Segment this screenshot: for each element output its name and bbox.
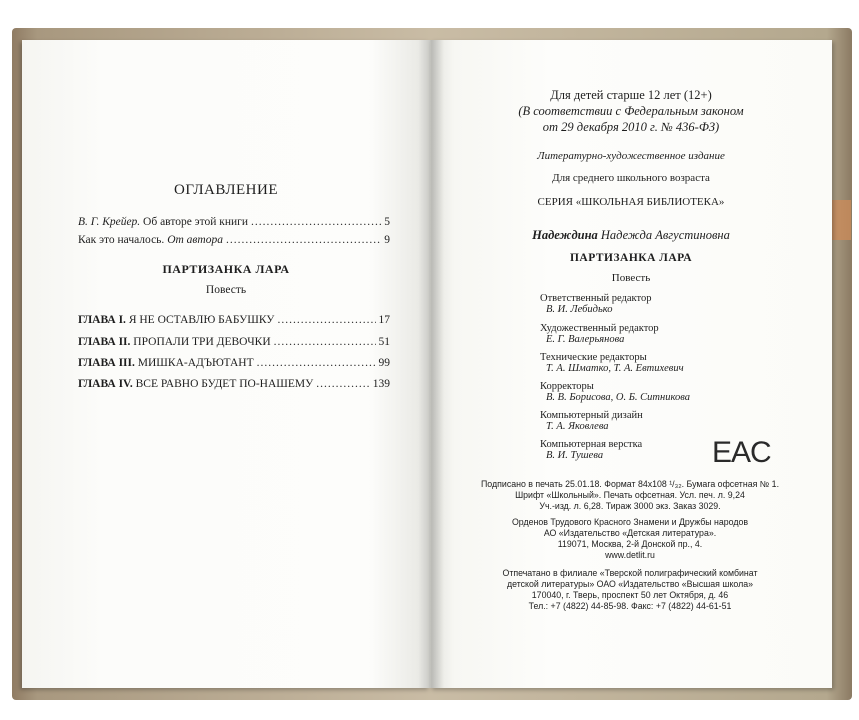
part-subtitle: Повесть (205, 284, 247, 296)
credit-name: Т. А. Яковлева (546, 421, 609, 432)
toc-title: ОГЛАВЛЕНИЕ (174, 182, 278, 198)
chapter-label: ГЛАВА III. (78, 357, 135, 369)
credit-name: В. И. Тушева (546, 450, 604, 461)
print-line: Уч.-изд. л. 6,28. Тираж 3000 экз. Заказ 3029. (539, 500, 721, 511)
book-spine (418, 40, 444, 688)
credit-entry (540, 323, 760, 345)
toc-leader-dots (251, 216, 381, 228)
toc-chapter[interactable] (78, 357, 390, 369)
chapter-title: Я НЕ ОСТАВЛЮ БАБУШКУ (125, 314, 275, 326)
chapter-label: ГЛАВА IV. (78, 378, 133, 390)
author-surname: Надеждина (532, 228, 598, 242)
eac-mark-icon: EAC (712, 436, 771, 469)
printer-line: Тел.: +7 (4822) 44-85-98. Факс: +7 (4822) 44-61-51 (528, 600, 732, 611)
part-title: ПАРТИЗАНКА ЛАРА (162, 262, 290, 276)
toc-entry[interactable] (78, 234, 390, 246)
toc-chapter[interactable] (78, 314, 390, 326)
age-rating: Для детей старше 12 лет (12+) (550, 88, 712, 102)
printer-line: Отпечатано в филиале «Тверской полиграфический комбинат (502, 568, 758, 578)
credit-role: Компьютерная верстка (540, 439, 643, 450)
printer-line: детской литературы» ОАО «Издательство «Высшая школа» (506, 578, 754, 589)
credit-name: В. В. Борисова, О. Б. Ситникова (546, 392, 690, 403)
publisher-details (460, 517, 800, 561)
print-line: Шрифт «Школьный». Печать офсетная. Усл. печ. л. 9,24 (515, 489, 745, 500)
series-line: СЕРИЯ «ШКОЛЬНАЯ БИБЛИОТЕКА» (537, 196, 725, 208)
chapter-page: 51 (378, 336, 390, 348)
chapter-label: ГЛАВА I. (78, 314, 126, 326)
credit-entry (540, 381, 760, 403)
chapter-title: ПРОПАЛИ ТРИ ДЕВОЧКИ (130, 336, 271, 348)
toc-chapter[interactable] (78, 336, 390, 348)
publisher-line: 119071, Москва, 2-й Донской пр., 4. (557, 538, 703, 549)
author-given: Надежда Августиновна (597, 228, 730, 242)
chapter-page: 17 (378, 314, 390, 326)
chapter-page: 139 (372, 378, 390, 390)
credit-name: В. И. Лебидько (546, 304, 613, 315)
toc-entry-title: Об авторе этой книги (140, 216, 249, 228)
book-title: ПАРТИЗАНКА ЛАРА (569, 252, 693, 264)
chapter-title: ВСЕ РАВНО БУДЕТ ПО-НАШЕМУ (132, 378, 314, 390)
credit-entry (540, 410, 760, 432)
print-line: Подписано в печать 25.01.18. Формат 84x108 ¹/₃₂. Бумага офсетная № 1. (480, 479, 780, 489)
toc-entry-page: 5 (384, 216, 390, 228)
toc-entry-page: 9 (384, 234, 390, 246)
publisher-website[interactable]: www.detlit.ru (605, 549, 655, 560)
print-details (460, 479, 800, 512)
credit-role: Корректоры (540, 381, 594, 392)
author-line (430, 228, 832, 243)
toc-leader-dots (226, 234, 381, 246)
toc-leader-dots (257, 357, 376, 369)
toc-leader-dots (316, 378, 369, 390)
credit-name: Т. А. Шматко, Т. А. Евтихевич (546, 363, 684, 374)
credit-role: Художественный редактор (540, 323, 659, 334)
publisher-line: Орденов Трудового Красного Знамени и Дружбы народов (511, 517, 749, 527)
credit-name: Е. Г. Валерьянова (546, 334, 625, 345)
toc-leader-dots (277, 314, 375, 326)
chapter-label: ГЛАВА II. (78, 336, 131, 348)
toc-entry-author: В. Г. Крейер. (78, 216, 141, 228)
age-law-line: (В соответствии с Федеральным законом (518, 104, 744, 118)
publisher-line: АО «Издательство «Детская литература». (543, 527, 717, 538)
toc-chapter[interactable] (78, 378, 390, 390)
edition-type: Литературно-художественное издание (537, 150, 725, 162)
credit-entry (540, 352, 760, 374)
chapter-title: МИШКА-АДЪЮТАНТ (134, 357, 254, 369)
toc-leader-dots (274, 336, 376, 348)
printer-line: 170040, г. Тверь, проспект 50 лет Октября, д. 46 (531, 589, 729, 600)
toc-entry[interactable] (78, 216, 390, 228)
toc-entry-author: От автора (167, 234, 223, 246)
book-genre: Повесть (611, 272, 651, 284)
printer-details (460, 568, 800, 612)
toc-entry-title: Как это началось. (78, 234, 168, 246)
chapter-page: 99 (378, 357, 390, 369)
cover-edge-accent (829, 200, 851, 240)
age-law-line: от 29 декабря 2010 г. № 436-ФЗ) (542, 120, 720, 134)
credit-role: Компьютерный дизайн (540, 410, 643, 421)
credit-entry (540, 293, 760, 315)
school-age: Для среднего школьного возраста (552, 172, 710, 184)
credit-role: Ответственный редактор (540, 293, 652, 304)
credit-role: Технические редакторы (540, 352, 647, 363)
